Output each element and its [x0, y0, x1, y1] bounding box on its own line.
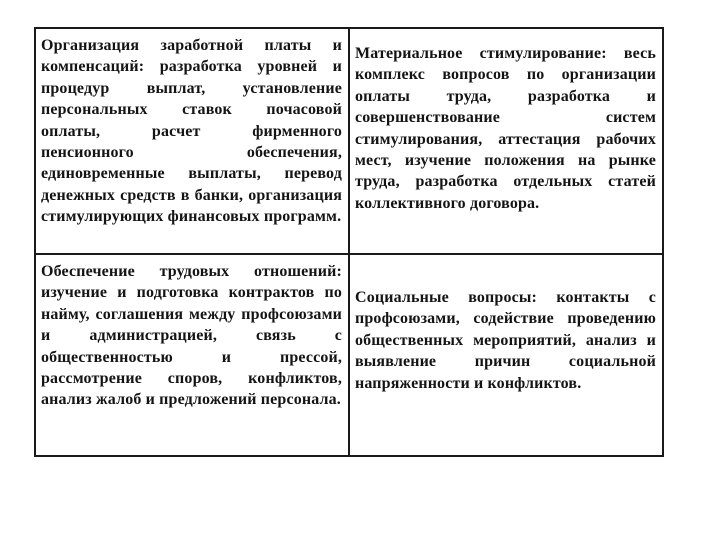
table-cell-material-incentives: Материальное стимулирование: весь комплекс вопросов по организации оплаты труда, разработка и совершенствование систем стимулирования, аттестация рабочих мест, изучение положения на рынке труда, разработка отдельных статей коллективного договора.: [350, 29, 662, 255]
table-cell-compensation: Организация заработной платы и компенсаций: разработка уровней и процедур выплат, установление персональных ставок почасовой оплаты, расчет фирменного пенсионного обеспечения, единовременные выплаты, перевод денежных средств в банки, организация стимулирующих финансовых программ.: [36, 29, 350, 255]
hr-functions-table: [34, 27, 664, 457]
table-cell-social-issues: Социальные вопросы: контакты с профсоюзами, содействие проведению общественных мероприятий, анализ и выявление причин социальной напряженности и конфликтов.: [355, 289, 656, 392]
table-cell-labor-relations: Обеспечение трудовых отношений: изучение и подготовка контрактов по найму, соглашения между профсоюзами и администрацией, связь с общественностью и прессой, рассмотрение споров, конфликтов, анализ жалоб и предложений персонала.: [36, 255, 350, 455]
